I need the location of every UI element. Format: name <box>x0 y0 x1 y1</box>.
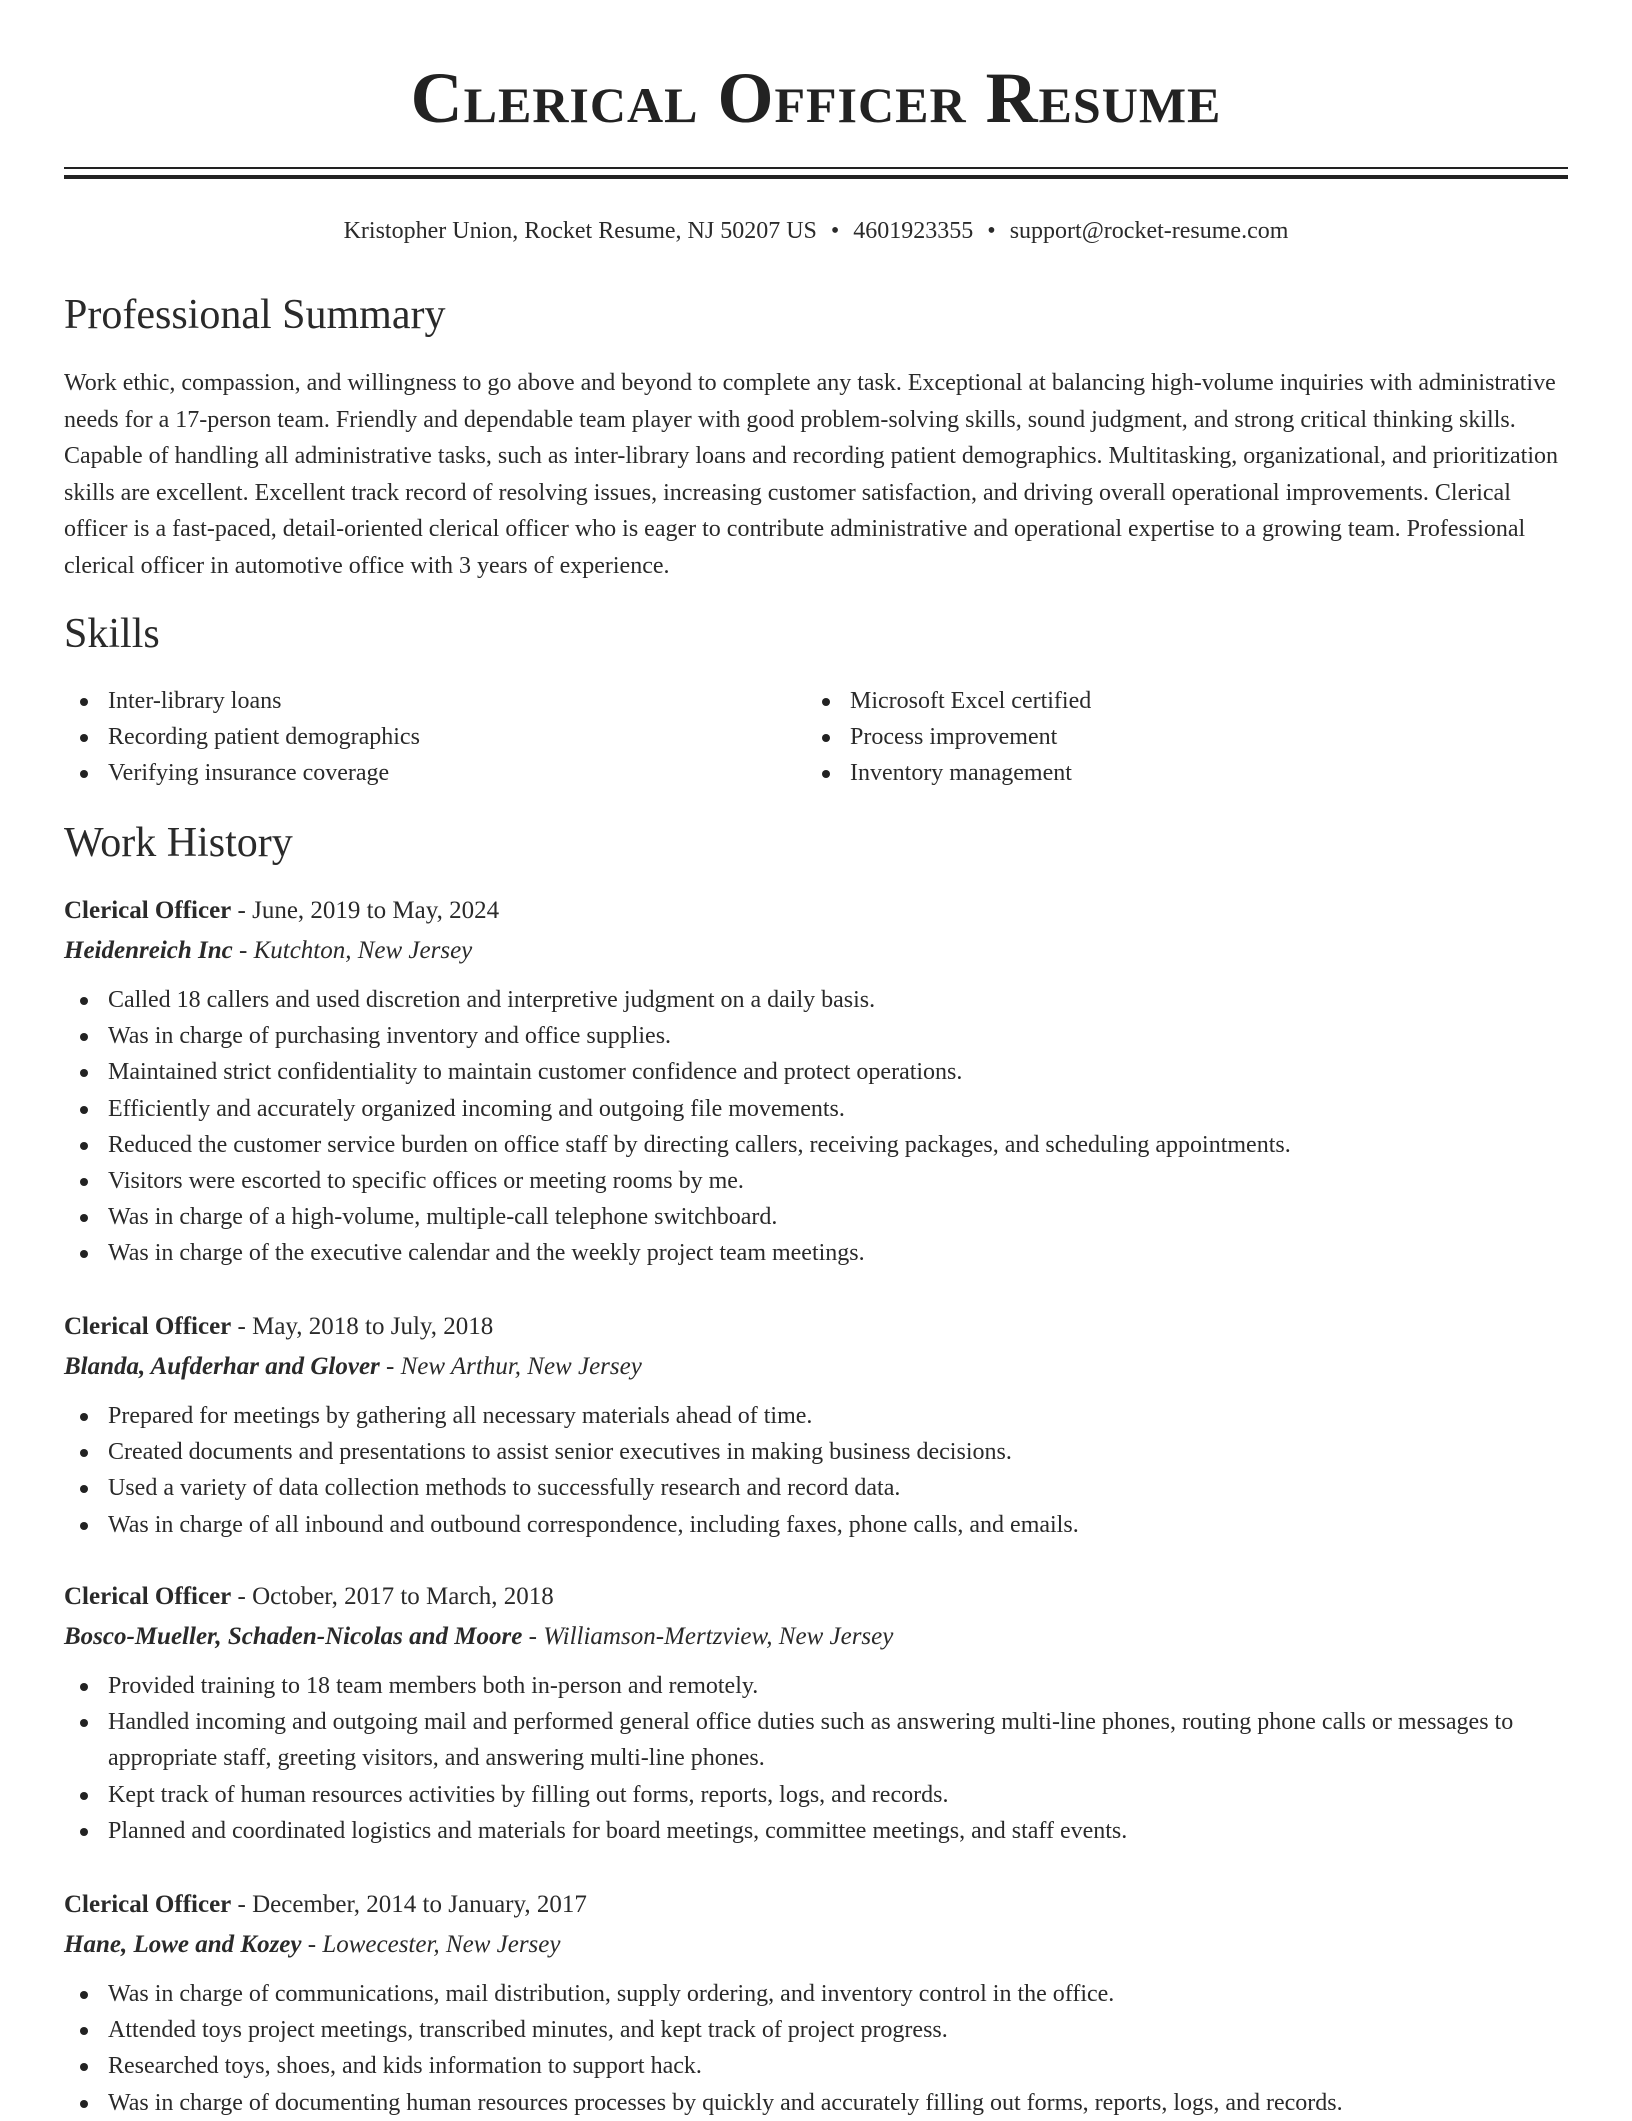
job-title-line: Clerical Officer - May, 2018 to July, 2018 <box>64 1313 494 1340</box>
job-dates: December, 2014 to January, 2017 <box>252 1891 587 1918</box>
job-location: Lowecester, New Jersey <box>322 1931 561 1958</box>
skill-item <box>64 755 804 791</box>
bullet-dot <box>822 734 830 742</box>
bullet-dot <box>80 2063 88 2071</box>
job-bullet-text: Planned and coordinated logistics and materials for board meetings, committee meetings, and staff events. <box>108 1817 1128 1844</box>
job-company-line: Heidenreich Inc - Kutchton, New Jersey <box>64 937 473 964</box>
job-title-line: Clerical Officer - October, 2017 to March, 2018 <box>64 1583 554 1610</box>
job-bullet-text: Was in charge of the executive calendar and the weekly project team meetings. <box>108 1240 865 1267</box>
skill-item <box>806 719 1546 755</box>
skill-label: Microsoft Excel certified <box>850 688 1092 714</box>
job-bullet <box>64 2085 1568 2121</box>
job-bullet-text: Kept track of human resources activities by filling out forms, reports, logs, and records. <box>108 1781 949 1808</box>
job-bullet-text: Was in charge of all inbound and outbound correspondence, including faxes, phone calls, and emails. <box>108 1511 1079 1538</box>
job-entry <box>64 1887 1568 2121</box>
job-role: Clerical Officer <box>64 897 232 924</box>
bullet-dot <box>80 1792 88 1800</box>
bullet-dot <box>80 1142 88 1150</box>
summary-text: Work ethic, compassion, and willingness to go above and beyond to complete any task. Exceptional at balancing high-volume inquiries with administrative needs for a 17-person team. Friendly and dependable team player with good problem-solving skills, sound judgment, and strong critical thinking skills. Capable of handling all administrative tasks, such as inter-library loans and recording patient demographics. Multitasking, organizational, and prioritization skills are excellent. Excellent track record of resolving issues, increasing customer satisfaction, and driving overall operational improvements. Clerical officer is a fast-paced, detail-oriented clerical officer who is eager to contribute administrative and operational expertise to a growing team. Professional clerical officer in automotive office with 3 years of experience. <box>64 370 1559 579</box>
job-bullet-text: Was in charge of purchasing inventory and office supplies. <box>108 1023 672 1050</box>
bullet-dot <box>80 1178 88 1186</box>
job-bullet <box>64 1199 1568 1235</box>
bullet-dot <box>80 1106 88 1114</box>
job-company-line: Hane, Lowe and Kozey - Lowecester, New Jersey <box>64 1931 561 1958</box>
bullet-dot <box>80 698 88 706</box>
job-bullet <box>64 1018 1568 1054</box>
job-bullet-text: Handled incoming and outgoing mail and performed general office duties such as answering multi-line phones, routing phone calls or messages to appropriate staff, greeting visitors, and answering multi-line phones. <box>108 1709 1514 1772</box>
summary-heading: Professional Summary <box>64 292 446 338</box>
contact-separator: • <box>987 218 996 244</box>
job-dates: June, 2019 to May, 2024 <box>252 897 500 924</box>
job-location: Williamson-Mertzview, New Jersey <box>543 1623 894 1650</box>
skills-list-right <box>806 683 1546 791</box>
job-company-line: Blanda, Aufderhar and Glover - New Arthur, New Jersey <box>64 1353 642 1380</box>
bullet-dot <box>80 1828 88 1836</box>
job-location: New Arthur, New Jersey <box>400 1353 642 1380</box>
contact-phone: 4601923355 <box>853 218 974 244</box>
job-bullet-text: Reduced the customer service burden on office staff by directing callers, receiving packages, and scheduling appointments. <box>108 1131 1291 1158</box>
bullet-dot <box>80 1719 88 1727</box>
skill-item <box>806 755 1546 791</box>
title-divider-thin <box>64 167 1568 169</box>
work-history-heading: Work History <box>64 820 293 866</box>
job-role: Clerical Officer <box>64 1313 232 1340</box>
job-bullet <box>64 982 1568 1018</box>
bullet-dot <box>80 1069 88 1077</box>
job-bullet <box>64 1470 1568 1506</box>
job-bullet <box>64 1668 1568 1704</box>
bullet-dot <box>80 1522 88 1530</box>
resume-title: Clerical Officer Resume <box>410 58 1222 138</box>
job-bullets <box>64 1976 1568 2121</box>
job-company: Blanda, Aufderhar and Glover <box>64 1353 380 1380</box>
bullet-dot <box>80 1413 88 1421</box>
job-bullet-text: Was in charge of communications, mail distribution, supply ordering, and inventory control in the office. <box>108 1981 1115 2007</box>
bullet-dot <box>80 734 88 742</box>
skill-item <box>64 683 804 719</box>
job-bullet <box>64 1434 1568 1470</box>
job-bullet-text: Visitors were escorted to specific offices or meeting rooms by me. <box>108 1168 744 1195</box>
job-bullet <box>64 1507 1568 1543</box>
skill-item <box>806 683 1546 719</box>
bullet-dot <box>822 770 830 778</box>
bullet-dot <box>80 2100 88 2108</box>
bullet-dot <box>80 1683 88 1691</box>
job-bullet <box>64 1235 1568 1271</box>
job-company: Bosco-Mueller, Schaden-Nicolas and Moore <box>64 1623 523 1650</box>
job-bullets <box>64 1668 1568 1849</box>
job-bullet-text: Was in charge of documenting human resources processes by quickly and accurately filling out forms, reports, logs, and records. <box>108 2089 1343 2116</box>
job-dates: October, 2017 to March, 2018 <box>252 1583 554 1610</box>
bullet-dot <box>822 698 830 706</box>
skills-list-left <box>64 683 804 791</box>
job-entry <box>64 1309 1568 1543</box>
job-bullet <box>64 1704 1568 1776</box>
bullet-dot <box>80 770 88 778</box>
title-divider-thick <box>64 175 1568 179</box>
job-company: Hane, Lowe and Kozey <box>64 1931 302 1958</box>
job-bullet <box>64 1976 1568 2012</box>
job-bullet <box>64 1813 1568 1849</box>
skill-item <box>64 719 804 755</box>
skill-label: Inventory management <box>850 760 1072 786</box>
job-bullet <box>64 1054 1568 1090</box>
job-entry <box>64 1579 1568 1849</box>
contact-address: Kristopher Union, Rocket Resume, NJ 50207 US <box>343 218 817 244</box>
bullet-dot <box>80 1449 88 1457</box>
job-bullet-text: Researched toys, shoes, and kids information to support hack. <box>108 2053 702 2080</box>
bullet-dot <box>80 1991 88 1999</box>
job-bullet-text: Attended toys project meetings, transcribed minutes, and kept track of project progress. <box>108 2017 948 2044</box>
job-entry <box>64 893 1568 1272</box>
job-bullet <box>64 2012 1568 2048</box>
job-bullet-text: Prepared for meetings by gathering all necessary materials ahead of time. <box>108 1403 813 1429</box>
job-location: Kutchton, New Jersey <box>253 937 473 964</box>
job-bullet-text: Provided training to 18 team members both in-person and remotely. <box>108 1673 759 1699</box>
job-bullet-text: Efficiently and accurately organized incoming and outgoing file movements. <box>108 1095 845 1122</box>
skill-label: Verifying insurance coverage <box>108 760 390 786</box>
job-bullet <box>64 1398 1568 1434</box>
job-bullet-text: Was in charge of a high-volume, multiple-call telephone switchboard. <box>108 1204 778 1231</box>
job-bullet <box>64 1127 1568 1163</box>
skill-label: Process improvement <box>850 724 1058 750</box>
job-bullets <box>64 1398 1568 1543</box>
job-bullet <box>64 1163 1568 1199</box>
bullet-dot <box>80 1250 88 1258</box>
resume-page <box>64 0 1568 2116</box>
job-bullet <box>64 2048 1568 2084</box>
bullet-dot <box>80 1485 88 1493</box>
job-bullet <box>64 1777 1568 1813</box>
bullet-dot <box>80 1214 88 1222</box>
skill-label: Recording patient demographics <box>108 724 420 750</box>
contact-separator: • <box>830 218 840 244</box>
bullet-dot <box>80 2027 88 2035</box>
job-bullet-text: Called 18 callers and used discretion and interpretive judgment on a daily basis. <box>108 987 876 1013</box>
job-bullets <box>64 982 1568 1272</box>
job-title-line: Clerical Officer - December, 2014 to January, 2017 <box>64 1891 587 1918</box>
bullet-dot <box>80 997 88 1005</box>
job-role: Clerical Officer <box>64 1891 232 1918</box>
job-bullet-text: Used a variety of data collection methods to successfully research and record data. <box>108 1475 901 1502</box>
job-bullet-text: Maintained strict confidentiality to maintain customer confidence and protect operations. <box>108 1059 963 1086</box>
job-dates: May, 2018 to July, 2018 <box>252 1313 494 1340</box>
job-bullet-text: Created documents and presentations to assist senior executives in making business decisions. <box>108 1439 1012 1466</box>
job-bullet <box>64 1091 1568 1127</box>
skill-label: Inter-library loans <box>108 688 282 714</box>
job-company-line: Bosco-Mueller, Schaden-Nicolas and Moore - Williamson-Mertzview, New Jersey <box>64 1623 894 1650</box>
skills-heading: Skills <box>64 611 160 657</box>
job-role: Clerical Officer <box>64 1583 232 1610</box>
job-title-line: Clerical Officer - June, 2019 to May, 2024 <box>64 897 500 924</box>
contact-line <box>64 213 1568 249</box>
job-company: Heidenreich Inc <box>64 937 233 964</box>
contact-email: support@rocket-resume.com <box>1009 218 1289 244</box>
bullet-dot <box>80 1033 88 1041</box>
